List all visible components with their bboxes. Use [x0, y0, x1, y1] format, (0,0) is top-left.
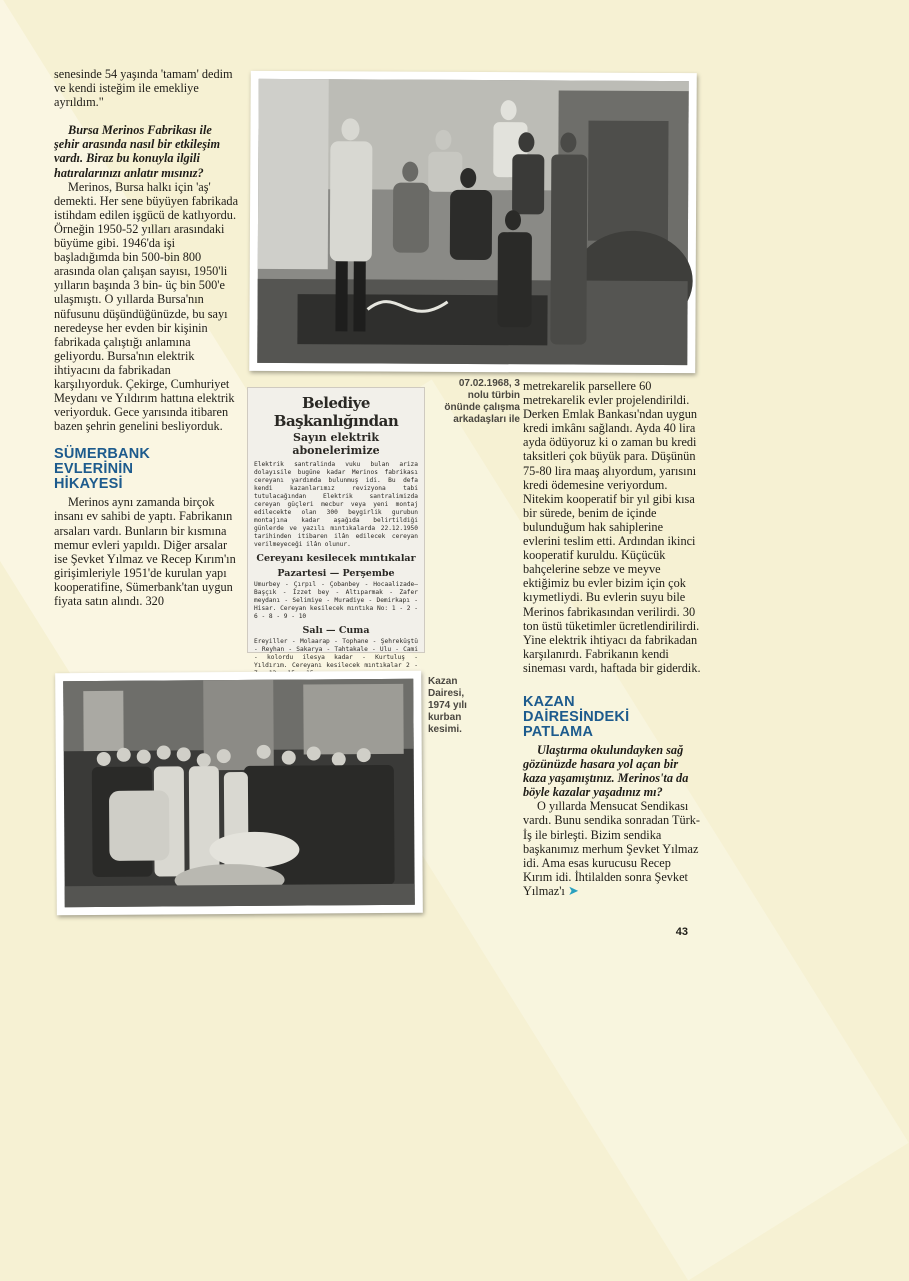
clipping-subtitle: Sayın elektrik abonelerimize: [292, 431, 380, 457]
photo-caption: 07.02.1968, 3 nolu türbin önünde çalışma arkadaşları ile: [444, 378, 520, 425]
paragraph: senesinde 54 yaşında 'tamam' dedim ve kendi isteğim ile emekliye ayrıldım.": [54, 67, 233, 110]
newspaper-clipping: [247, 387, 425, 669]
clipping-section-label: Cereyanı kesilecek mıntıkalar: [256, 553, 416, 564]
section-heading: KAZAN DAİRESİNDEKİ PATLAMA: [523, 693, 630, 740]
paragraph: [523, 799, 703, 899]
paragraph: Merinos, Bursa halkı için 'aş' demekti. Her sene büyüyen fabrikada istihdam edilen işgücü de katlıyordu. Örneğin 1950-52 yılları arasındaki büyüme gibi. 1946'da işi başladığımda bin 500-bin 800 arasında olan çalışan sayısı, 1950'li yılların başında 3 bin- üç bin 500'e ulaşmıştı. O yıllarda Bursa'nın nüfusunu düşündüğünüzde, bu sayı neredeyse her evden bir kişinin fabrikada çalıştığı anlamına geliyordu. Bursa'nın elektrik ihtiyacını da fabrikadan karşılıyorduk. Çekirge, Cumhuriyet Meydanı ve Yıldırım hattına elektrik veriyorduk. Gece yarısında itibaren bazen şehrin genelini besliyorduk.: [54, 179, 239, 434]
paragraph: Merinos aynı zamanda birçok insanı ev sahibi de yaptı. Fabrikanın arsaları vardı. Bunların bir kısmına memur evleri yapıldı. Diğer arsalar ise Şevket Yılmaz ve Recep Kırım'ın girişimleriyle 1951'de kurulan yapı kooperatifine, Sümerbank'tan uygun fiyata satın alındı. 320: [54, 495, 236, 608]
clipping-text: Ereyiller - Molaarap - Tophane - Şehreküştü - Reyhan - Sakarya - Tahtakale - Ulu - Cami - kolordu ilesya kadar - Kurtuluş - Yıldırım. Cereyanı kesilecek mıntıkalar 2 -: [254, 638, 418, 669]
boiler-room-photo: [55, 671, 423, 916]
section-heading: SÜMERBANK EVLERİNİN HİKAYESİ: [54, 446, 151, 493]
left-column: [54, 67, 240, 608]
paragraph-text: O yıllarda Mensucat Sendikası vardı. Bunu sendika sonradan Türk-İş ile birleşti. Bizim sendika başkanımız merhum Şevket Yılmaz idi. Ama esas kurucusu Recep Kırım idi. İhtilalden sonra Şevket Yılmaz'ı: [523, 799, 701, 898]
paragraph: metrekarelik parsellere 60 metrekarelik evler projelendirildi. Derken Emlak Bankası'ndan uygun kredi imkânı sağlandı. Ayda 40 lira ayda ödüyoruz ki o zaman bu kredi taksitleri çok büyük para. Düşünün 75-80 lira maaş alıyordum, yarısını kredi ödemesine veriyordum. Nitekim kooperatif bir yıl gibi kısa bir sürede, benim de içinde bulunduğum hak sahiplerine evlerini teslim etti. Ardından ikinci kooperatif kuruldu. Küçücük bahçelerine sebze ve meyve ektiğimiz bu evler bizim için çok kıymetliydi. Bu evlerin suyu bile Merinos fabrikasından verilirdi. 30 ton üstü tüketimler ücretlendirilirdi. Yine elektrik ihtiyacı da fabrikadan karşılanırdı. Fabrikanın kendi sineması vardı, haftada bir giderdik.: [523, 379, 701, 675]
clipping-text: Umurbey - Çırpıl - Çobanbey - Hocaalizade—Başçık - İzzet bey - Altıparmak - Zafer meydanı - Selimiye - Muradiye - Demirkapı - Hisar. Cereyan kesilecek mıntıka No: 1 - 2 - 6 - 8 - 9 - 10: [254, 581, 418, 620]
turbine-photo: [249, 71, 697, 373]
boiler-room-photo-image: [63, 679, 415, 907]
right-column: [523, 379, 703, 899]
clipping-day-label: Pazartesi — Perşembe: [277, 568, 395, 579]
page-number: 43: [675, 926, 688, 938]
interview-question: Bursa Merinos Fabrikası ile şehir arasında nasıl bir etkileşim vardı. Biraz bu konuyla ilgili hatıralarınızı anlatır mısınız?: [54, 123, 221, 180]
clipping-title: Belediye Başkanlığından: [273, 394, 399, 430]
clipping-intro: Elektrik santralinda vuku bulan ariza dolayısile bugüne kadar Merinos fabrikası cereyanı yardımda bulunmuş idi. Bu defa kendi kazanlarımız revizyona tabi tutulacağından Elektrik santralimizda cereyan güçleri mecbur veya yeni montaj edilecekte olan 300 beygirlik gurubun montajına kadar aşağıda belirtildiği günlerde ve yazılı mıntıkalarda 22.12.1950 tarihinden itibaren ilân edilecek cereyan verilmeyeceği ilân olunur.: [254, 461, 418, 548]
turbine-photo-image: [257, 79, 688, 365]
continue-arrow-icon: ➤: [567, 883, 579, 899]
interview-question: Ulaştırma okulundayken sağ gözünüzde hasara yol açan bir kaza yaşamıştınız. Merinos'ta da böyle kazalar yaşadınız mı?: [523, 742, 689, 800]
clipping-day-label: Salı — Cuma: [302, 625, 370, 636]
photo-caption: Kazan Dairesi, 1974 yılı kurban kesimi.: [428, 676, 467, 735]
